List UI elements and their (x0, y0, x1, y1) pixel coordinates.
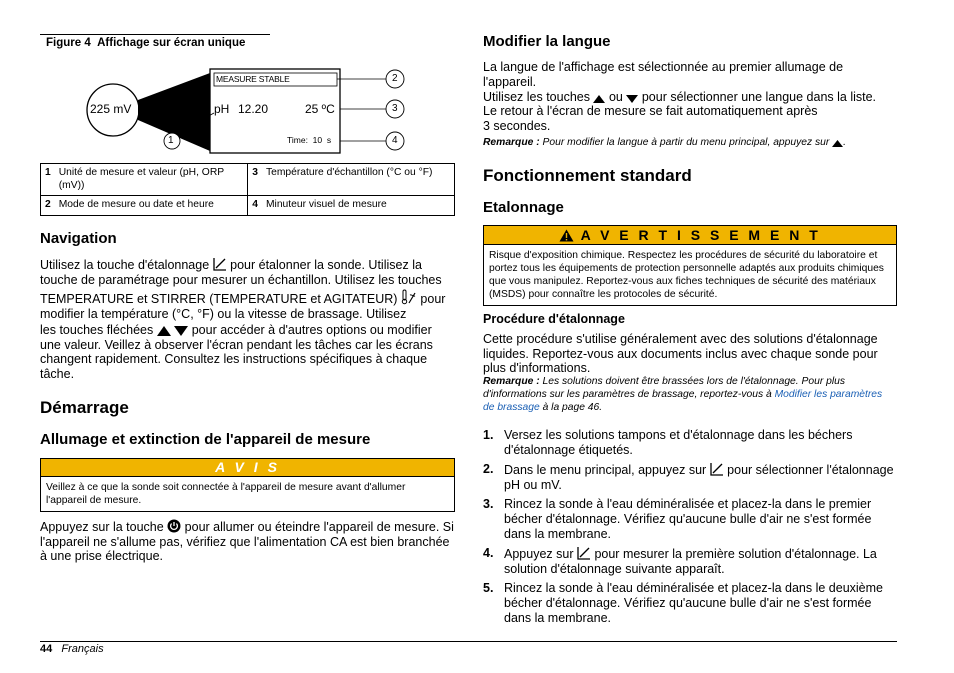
langue-heading: Modifier la langue (483, 33, 611, 50)
step-text: Versez les solutions tampons et d'étalonnage dans les béchers d'étalonnage étiquetés. (504, 428, 853, 457)
demarrage-heading: Démarrage (40, 398, 129, 417)
page-footer (40, 643, 104, 655)
nav-text-2b: pour modifier la température (°C, °F) ou la vitesse de brassage. Utilisez (40, 292, 446, 321)
navigation-text-2 (40, 289, 456, 321)
etalonnage-heading: Etalonnage (483, 199, 564, 216)
footer-language: Français (61, 643, 104, 655)
footer-rule (40, 641, 897, 642)
note-label: Remarque : (483, 137, 540, 148)
list-item (483, 428, 895, 457)
navigation-text-3 (40, 323, 456, 381)
table-row (41, 164, 455, 196)
temp-value: 25 ºC (305, 102, 335, 116)
procedure-heading: Procédure d'étalonnage (483, 312, 625, 326)
callout-1-label: 1 (168, 135, 174, 146)
table-row (41, 196, 455, 216)
power-text (40, 519, 456, 564)
warning-text: Risque d'exposition chimique. Respectez les procédures de sécurité du laboratoire et portez tous les équipements de protection personnelle adaptés aux produits chimiques que vous manipulez. Reportez-vous aux fiches techniques de sécurité des matériaux (MSDS) pour connaître les protocoles de sécurité. (483, 245, 897, 306)
allumage-heading: Allumage et extinction de l'appareil de mesure (40, 431, 371, 448)
step-text: Rincez la sonde à l'eau déminéralisée et placez-la dans le deuxième bécher d'étalonnage. Vérifiez qu'aucune bulle d'air ne s'est formée dans la membrane. (504, 581, 883, 625)
temperature-stirrer-icon (401, 289, 417, 305)
step-number: 3. (483, 497, 494, 512)
mv-value: 225 mV (90, 102, 132, 116)
calibration-icon (213, 257, 227, 271)
legend-num: 2 (41, 196, 55, 216)
langue-text-2c: pour sélectionner une langue dans la liste. (641, 90, 877, 104)
arrow-up-icon (593, 95, 605, 103)
step-number: 4. (483, 546, 494, 561)
list-item (483, 497, 895, 541)
power-text-a: Appuyez sur la touche (40, 520, 164, 534)
langue-text-1: La langue de l'affichage est sélectionnée au premier allumage de l'appareil. (483, 60, 844, 89)
note-text: Les solutions doivent être brassées lors de l'étalonnage. Pour plus d'informations sur les paramètres de brassage, reportez-vous à (483, 376, 846, 400)
step-number: 5. (483, 581, 494, 596)
calibration-icon (710, 462, 724, 476)
time-value: 10 (312, 135, 323, 145)
calibration-steps (483, 428, 895, 629)
brassage-link[interactable]: Modifier les paramètres de brassage (483, 389, 883, 413)
figure-top-rule (40, 34, 270, 35)
page-number: 44 (40, 643, 53, 655)
nav-text-1a: Utilisez la touche d'étalonnage (40, 258, 210, 272)
power-icon (167, 519, 181, 533)
legend-text: Unité de mesure et valeur (pH, ORP (mV)) (55, 164, 248, 196)
callout-4-label: 4 (392, 135, 398, 146)
langue-text-2a: Utilisez les touches (483, 90, 590, 104)
nav-text-1b: pour étalonner la sonde. Utilisez la touche de paramétrage pour mesurer un échantillon. Utilisez les touches (40, 258, 442, 287)
note-text: Pour modifier la langue à partir du menu principal, appuyez sur (542, 137, 830, 148)
procedure-text: Cette procédure s'utilise généralement avec des solutions d'étalonnage liquides. Reportez-vous aux documents inclus avec chaque sonde pour plus d'informations. (483, 332, 878, 376)
note-text-end: à la page 46. (542, 402, 603, 413)
nav-text-2a: TEMPERATURE et STIRRER (TEMPERATURE et AGITATEUR) (40, 292, 398, 306)
warning-banner (483, 225, 897, 245)
figure-title: Affichage sur écran unique (97, 37, 246, 49)
figure-label: Figure 4 (46, 37, 91, 49)
power-text-b: pour allumer ou éteindre l'appareil de mesure. Si l'appareil ne s'allume pas, vérifiez que l'alimentation CA est bien branchée à une prise électrique. (40, 520, 454, 564)
step-number: 1. (483, 428, 494, 442)
ph-label: pH (214, 102, 230, 116)
procedure-note (483, 375, 888, 414)
langue-text-2b: ou (608, 90, 623, 104)
legend-num: 1 (41, 164, 55, 196)
step-text-b: pour sélectionner l'étalonnage pH ou mV. (504, 463, 894, 492)
legend-text: Température d'échantillon (°C ou °F) (262, 164, 455, 196)
nav-text-3a: les touches fléchées (40, 323, 154, 337)
legend-text: Minuteur visuel de mesure (262, 196, 455, 216)
langue-note: Remarque : Pour modifier la langue à partir du menu principal, appuyez sur . (483, 137, 847, 148)
timer-readout (287, 135, 331, 145)
step-text: Rincez la sonde à l'eau déminéralisée et placez-la dans le premier bécher d'étalonnage. Vérifiez qu'aucune bulle d'air ne s'est formée dans la membrane. (504, 497, 872, 541)
fonctionnement-heading: Fonctionnement standard (483, 166, 692, 185)
time-unit: s (326, 135, 332, 145)
avis-banner: A V I S (40, 458, 455, 477)
langue-text-3: Le retour à l'écran de mesure se fait automatiquement après 3 secondes. (483, 104, 818, 133)
figure-caption (46, 37, 245, 49)
callout-3-label: 3 (392, 103, 398, 114)
mode-text: MEASURE STABLE (216, 74, 290, 84)
calibration-icon (577, 546, 591, 560)
figure-legend-table (40, 163, 455, 216)
step-text: Dans le menu principal, appuyez sur (504, 463, 707, 478)
nav-text-3b: pour accéder à d'autres options ou modifier une valeur. Veillez à observer l'écran pendant les tâches car les écrans changent rapidement. Consultez les instructions spécifiques à chaque tâche. (40, 323, 433, 381)
warning-label: A V E R T I S S E M E N T (580, 227, 821, 243)
step-text-b: pour mesurer la première solution d'étalonnage. La solution d'étalonnage suivante apparaît. (504, 547, 877, 576)
list-item (483, 462, 895, 492)
langue-text-2 (483, 90, 898, 105)
legend-num: 4 (248, 196, 262, 216)
legend-num: 3 (248, 164, 262, 196)
callout-2-label: 2 (392, 73, 398, 84)
legend-text: Mode de mesure ou date et heure (55, 196, 248, 216)
ph-value: 12.20 (238, 102, 269, 116)
list-item (483, 546, 895, 576)
arrow-up-icon (832, 140, 843, 147)
arrow-down-icon (626, 95, 638, 103)
list-item (483, 581, 895, 625)
navigation-text (40, 257, 456, 287)
note-label: Remarque : (483, 376, 540, 387)
arrow-up-icon (157, 326, 171, 336)
step-number: 2. (483, 462, 494, 477)
warning-triangle-icon (559, 229, 574, 242)
step-text: Appuyez sur (504, 547, 574, 562)
avis-text: Veillez à ce que la sonde soit connectée à l'appareil de mesure avant d'allumer l'appareil de mesure. (40, 477, 455, 512)
time-label: Time: (287, 135, 308, 145)
navigation-heading: Navigation (40, 230, 117, 247)
arrow-down-icon (174, 326, 188, 336)
